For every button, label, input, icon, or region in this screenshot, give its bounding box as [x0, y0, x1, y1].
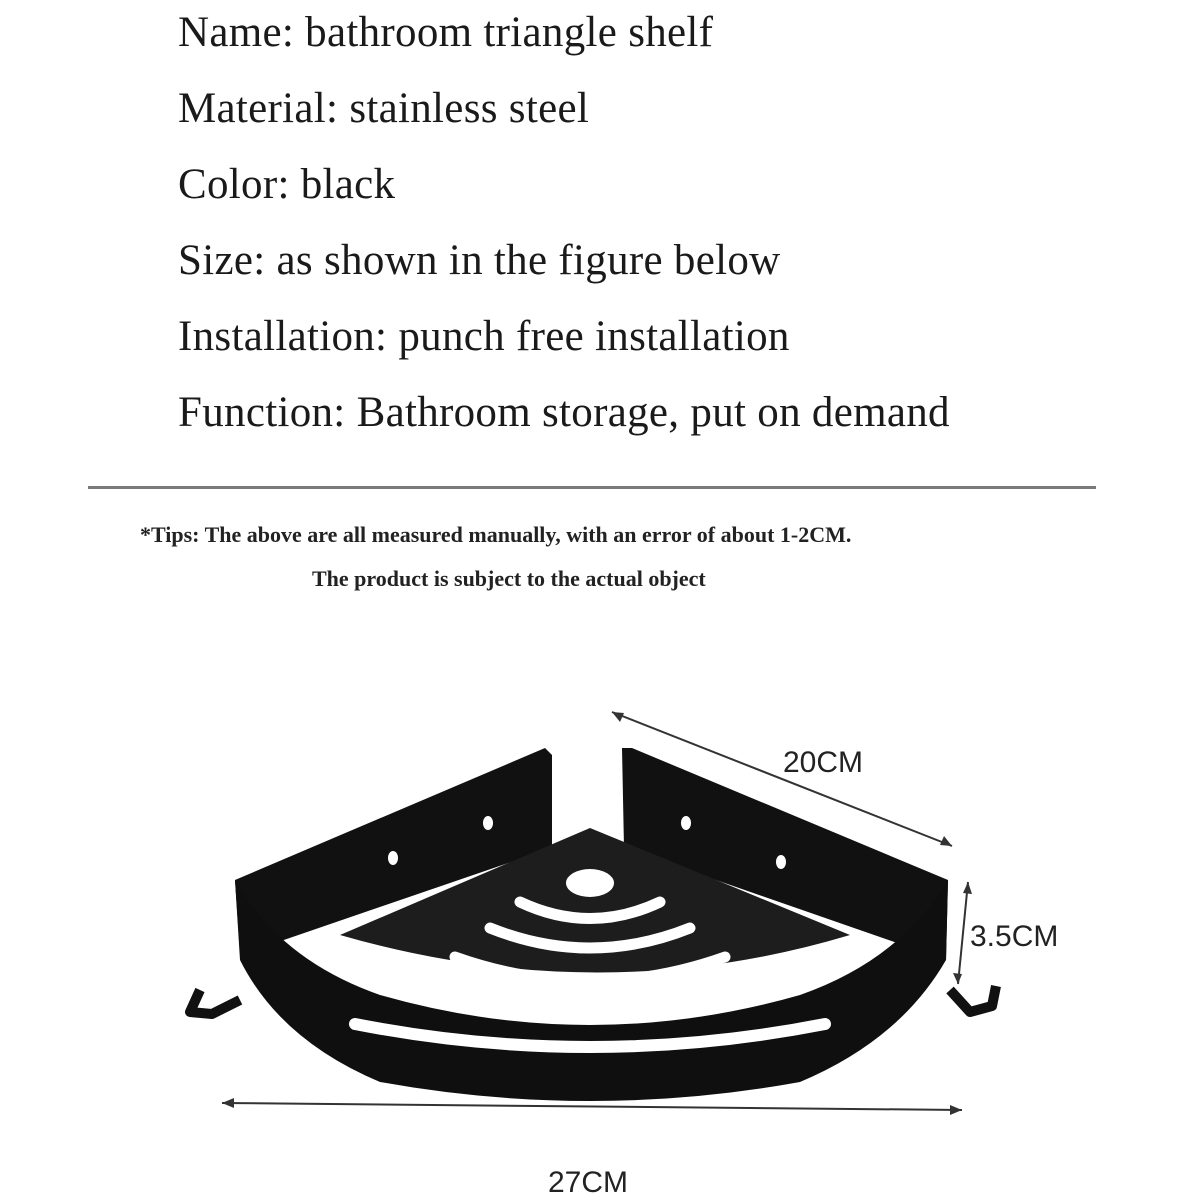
- height-label: 3.5CM: [970, 920, 1059, 953]
- spec-size: Size: as shown in the figure below: [178, 237, 781, 284]
- right-hook: [950, 986, 996, 1012]
- width-label: 27CM: [548, 1166, 629, 1199]
- spec-color: Color: black: [178, 161, 396, 208]
- mounting-hole: [483, 816, 493, 830]
- tip-line-2: The product is subject to the actual object: [312, 566, 706, 591]
- depth-label: 20CM: [783, 746, 864, 779]
- height-dimension: [953, 882, 1058, 984]
- drainage-slot: [420, 990, 760, 1015]
- mounting-hole: [388, 851, 398, 865]
- mounting-hole: [681, 816, 691, 830]
- spec-material: Material: stainless steel: [178, 85, 590, 132]
- mounting-hole: [776, 855, 786, 869]
- left-hook: [190, 990, 240, 1014]
- drain-hole: [566, 869, 614, 897]
- tip-line-1: *Tips: The above are all measured manually, with an error of about 1-2CM.: [140, 522, 852, 547]
- spec-name: Name: bathroom triangle shelf: [178, 9, 714, 56]
- width-dimension: [222, 1098, 962, 1199]
- spec-function: Function: Bathroom storage, put on demand: [178, 389, 950, 436]
- spec-installation: Installation: punch free installation: [178, 313, 790, 360]
